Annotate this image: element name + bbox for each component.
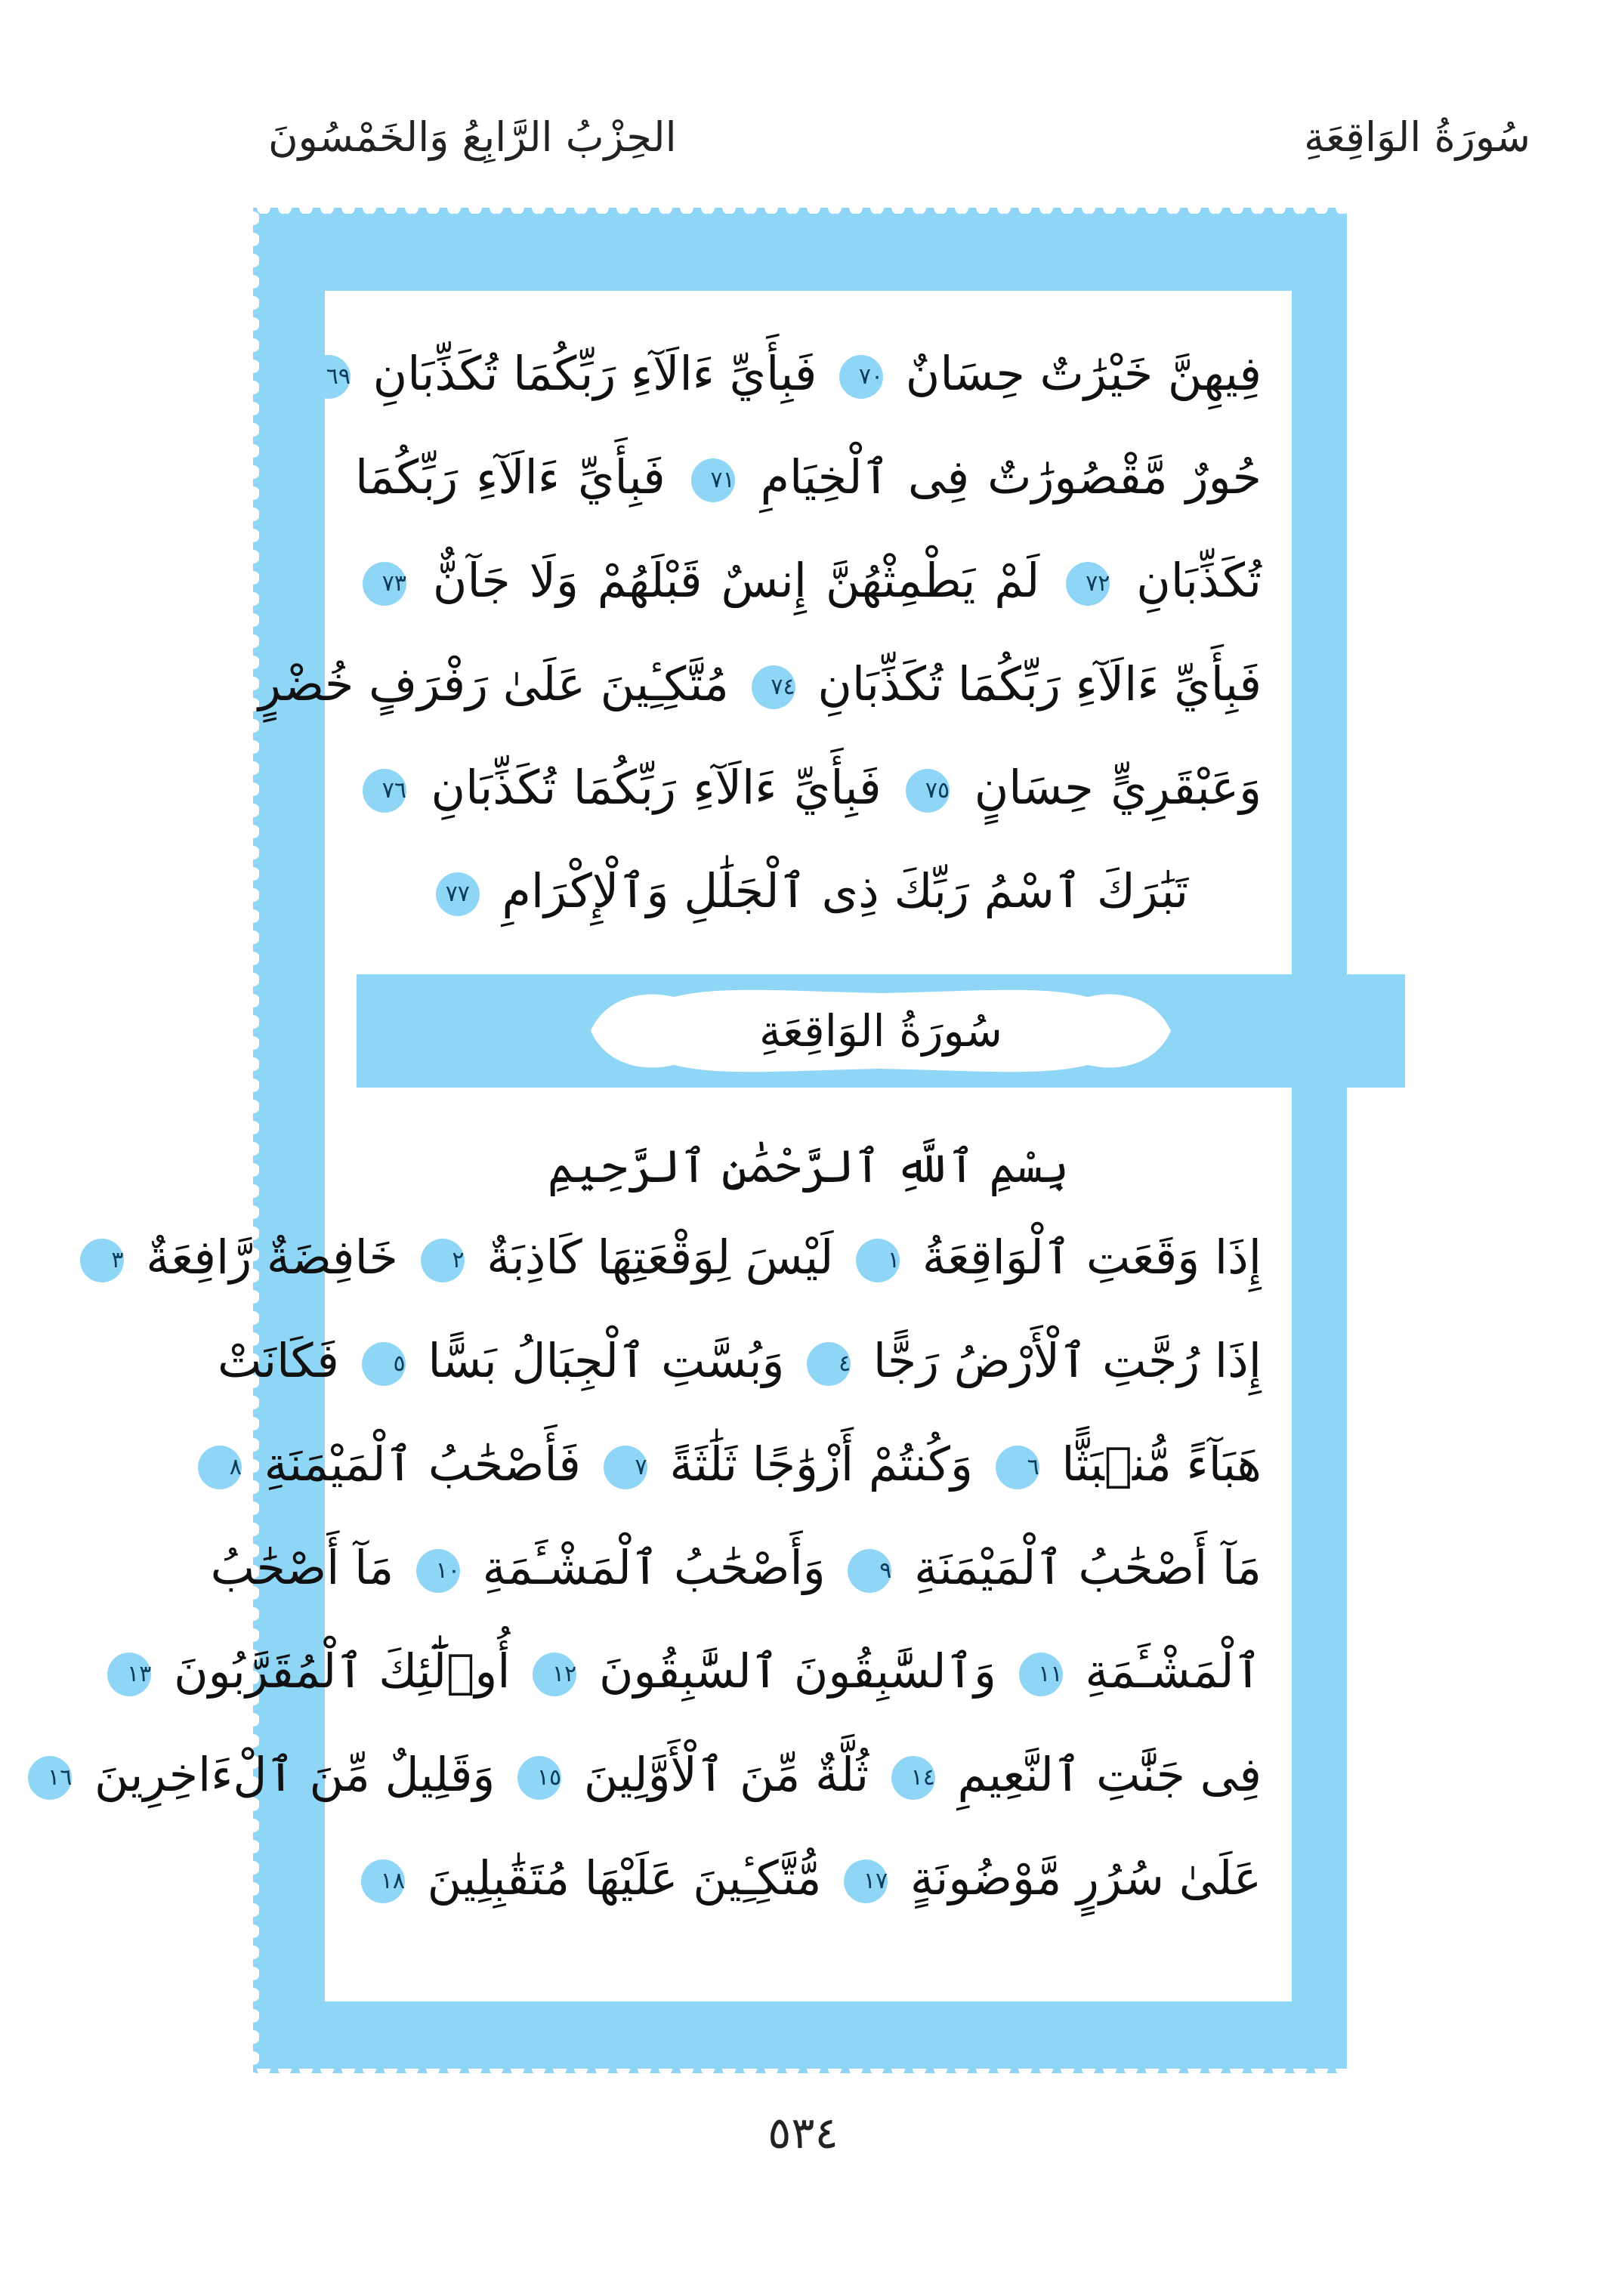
verse-text: حُورٌ مَّقْصُورَٰتٌ فِى ٱلْخِيَامِ	[760, 449, 1262, 505]
ayah-number-marker: ١٥	[517, 1756, 561, 1800]
verse-line	[355, 746, 1262, 829]
ayah-number-marker: ٨	[198, 1446, 242, 1489]
ayah-number-marker: ١٧	[844, 1859, 888, 1903]
verse-line	[229, 1423, 1262, 1506]
verse-text: فَبِأَيِّ ءَالَآءِ رَبِّكُمَا تُكَذِّبَانِ	[817, 656, 1262, 711]
verse-text: فَبِأَيِّ ءَالَآءِ رَبِّكُمَا تُكَذِّبَانِ	[372, 346, 817, 401]
verse-text: وَبُسَّتِ ٱلْجِبَالُ بَسًّا	[428, 1333, 785, 1388]
ayah-number-marker: ٦	[996, 1446, 1039, 1489]
verse-text: فِيهِنَّ خَيْرَٰتٌ حِسَانٌ	[905, 346, 1262, 401]
verse-text: فَبِأَيِّ ءَالَآءِ رَبِّكُمَا تُكَذِّبَانِ	[431, 760, 882, 815]
ayah-number-marker: ٧٠	[839, 355, 883, 399]
verse-line	[326, 332, 1262, 415]
verse-line	[210, 1526, 1262, 1609]
verse-text: فِى جَنَّٰتِ ٱلنَّعِيمِ	[957, 1747, 1262, 1802]
verse-text: ٱلْمَشْـَٔمَةِ	[1085, 1643, 1262, 1699]
ayah-number-marker: ٧٤	[752, 665, 795, 709]
ayah-number-marker: ١٢	[533, 1653, 576, 1696]
surah-banner-title: سُورَةُ الوَاقِعَةِ	[758, 1005, 1003, 1057]
verse-text: فَبِأَيِّ ءَالَآءِ رَبِّكُمَا	[355, 449, 666, 505]
ayah-number-marker: ٥	[362, 1342, 406, 1386]
verse-text: خَافِضَةٌ رَّافِعَةٌ	[146, 1230, 398, 1285]
ayah-number-marker: ١٠	[416, 1549, 460, 1593]
verse-text: ثُلَّةٌ مِّنَ ٱلْأَوَّلِينَ	[583, 1747, 869, 1802]
verse-text: تَبَٰرَكَ ٱسْمُ رَبِّكَ ذِى ٱلْجَلَٰلِ وَٱلْإِكْرَامِ	[502, 863, 1189, 918]
verse-line	[355, 539, 1262, 622]
ayah-number-marker: ٢	[421, 1239, 465, 1282]
ayah-number-marker: ١	[856, 1239, 900, 1282]
ayah-number-marker: ٧٥	[906, 769, 950, 813]
verse-text: مُّتَّكِـِٔينَ عَلَيْهَا مُتَقَٰبِلِينَ	[427, 1850, 822, 1906]
verse-text: وَعَبْقَرِيٍّ حِسَانٍ	[974, 760, 1262, 815]
verse-text: إِذَا وَقَعَتِ ٱلْوَاقِعَةُ	[922, 1230, 1262, 1285]
ayah-number-marker: ٩	[848, 1549, 891, 1593]
verse-text: هَبَآءً مُّنۢبَثًّا	[1061, 1437, 1262, 1492]
verse-line	[355, 850, 1262, 933]
ayah-number-marker: ٧٣	[363, 562, 406, 606]
verse-line	[355, 1837, 1262, 1920]
ayah-number-marker: ١٤	[891, 1756, 935, 1800]
ayah-number-marker: ١١	[1019, 1653, 1063, 1696]
verse-line	[48, 1733, 1262, 1816]
ayah-number-marker: ٣	[80, 1239, 124, 1282]
verse-line	[127, 1630, 1262, 1713]
ayah-number-marker: ٧٢	[1066, 562, 1110, 606]
verse-text: تُكَذِّبَانِ	[1136, 553, 1262, 608]
verse-line	[217, 1319, 1262, 1403]
verse-text: لَمْ يَطْمِثْهُنَّ إِنسٌ قَبْلَهُمْ وَلَا جَآنٌّ	[432, 553, 1040, 608]
ayah-number-marker: ٧١	[691, 458, 735, 502]
header-hizb: الحِزْبُ الرَّابِعُ وَالخَمْسُونَ	[268, 113, 677, 161]
verse-line	[111, 1216, 1262, 1299]
verse-text: مَآ أَصْحَٰبُ ٱلْمَيْمَنَةِ	[914, 1540, 1262, 1595]
verse-text: وَكُنتُمْ أَزْوَٰجًا ثَلَٰثَةً	[669, 1437, 973, 1492]
verse-text: عَلَىٰ سُرُرٍ مَّوْضُونَةٍ	[910, 1850, 1262, 1906]
page-number: ٥٣٤	[767, 2107, 839, 2159]
verse-text: فَأَصْحَٰبُ ٱلْمَيْمَنَةِ	[264, 1437, 581, 1492]
verse-text: أُو۟لَٰٓئِكَ ٱلْمُقَرَّبُونَ	[174, 1643, 511, 1699]
verse-text: وَقَلِيلٌ مِّنَ ٱلْءَاخِرِينَ	[94, 1747, 496, 1802]
verse-text: مَآ أَصْحَٰبُ	[210, 1540, 394, 1595]
verse-text: مُتَّكِـِٔينَ عَلَىٰ رَفْرَفٍ خُضْرٍ	[258, 656, 729, 711]
verse-text: وَٱلسَّٰبِقُونَ ٱلسَّٰبِقُونَ	[598, 1643, 996, 1699]
verse-text: وَأَصْحَٰبُ ٱلْمَشْـَٔمَةِ	[482, 1540, 826, 1595]
basmala: بِسْمِ ٱللَّهِ ٱلرَّحْمَٰنِ ٱلرَّحِيمِ	[547, 1140, 1070, 1193]
ayah-number-marker: ٧٧	[436, 872, 480, 916]
ayah-number-marker: ٤	[807, 1342, 851, 1386]
ayah-number-marker: ٧٦	[363, 769, 406, 813]
verse-text: فَكَانَتْ	[217, 1333, 339, 1388]
header-surah-name: سُورَةُ الوَاقِعَةِ	[1304, 113, 1530, 161]
ayah-number-marker: ٦٩	[307, 355, 351, 399]
ayah-number-marker: ١٨	[361, 1859, 405, 1903]
surah-banner	[357, 974, 1405, 1088]
verse-text: إِذَا رُجَّتِ ٱلْأَرْضُ رَجًّا	[872, 1333, 1262, 1388]
verse-line	[258, 643, 1262, 726]
ayah-number-marker: ٧	[604, 1446, 647, 1489]
ayah-number-marker: ١٦	[28, 1756, 72, 1800]
verse-line	[355, 436, 1262, 519]
verse-text: لَيْسَ لِوَقْعَتِهَا كَاذِبَةٌ	[486, 1230, 834, 1285]
ayah-number-marker: ١٣	[107, 1653, 151, 1696]
